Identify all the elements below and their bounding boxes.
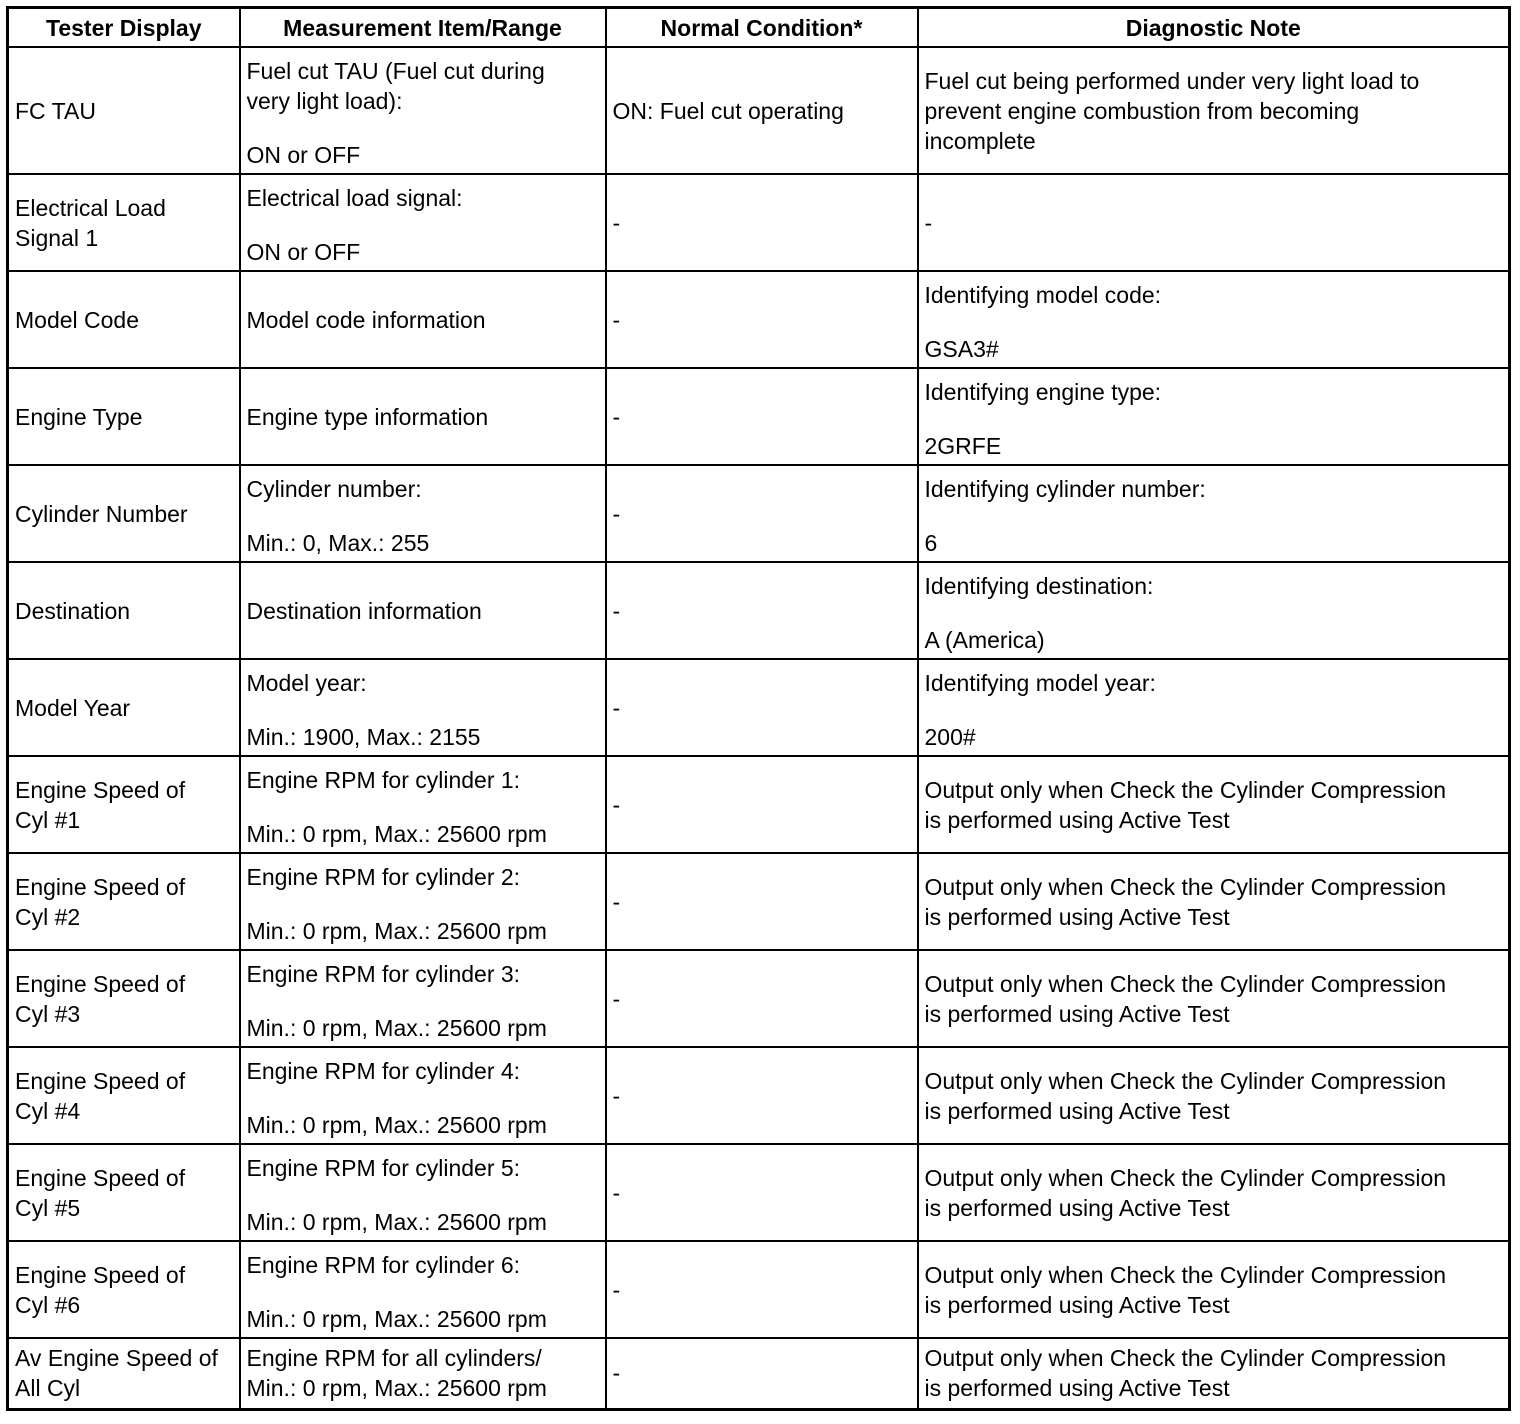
cell-diagnostic-note <box>918 853 1510 950</box>
cell-diagnostic-note <box>918 368 1510 465</box>
cell-line: - <box>924 209 933 236</box>
cell-measurement-item <box>240 271 606 368</box>
cell-tester-display <box>8 465 240 562</box>
cell-normal-condition <box>606 853 918 950</box>
line-gap <box>247 1280 599 1304</box>
table-row <box>8 1338 1510 1409</box>
cell-line: Cylinder number: <box>246 476 422 502</box>
cell-line: Model code information <box>246 306 486 333</box>
line-gap <box>925 407 1503 431</box>
line-gap <box>247 989 599 1013</box>
line-gap <box>247 892 599 916</box>
cell-tester-display <box>8 562 240 659</box>
cell-line: - <box>612 888 621 915</box>
cell-line: - <box>612 694 621 721</box>
cell-line: incomplete <box>924 127 1036 154</box>
cell-line: is performed using Active Test <box>924 1097 1230 1124</box>
line-gap <box>247 698 599 722</box>
cell-line: Engine Speed of <box>15 873 186 900</box>
cell-measurement-item <box>240 659 606 756</box>
cell-line: Cyl #3 <box>15 1000 81 1027</box>
cell-line: Min.: 0 rpm, Max.: 25600 rpm <box>246 1209 547 1235</box>
cell-tester-display <box>8 174 240 271</box>
cell-line: Cyl #5 <box>15 1194 81 1221</box>
cell-line: - <box>612 500 621 527</box>
cell-measurement-item <box>240 1047 606 1144</box>
cell-diagnostic-note <box>918 659 1510 756</box>
table-header <box>8 8 1510 48</box>
cell-measurement-item <box>240 562 606 659</box>
cell-line: Engine Speed of <box>15 1164 186 1191</box>
table-row <box>8 1144 1510 1241</box>
line-gap <box>247 1086 599 1110</box>
header-tester-display: Tester Display <box>8 8 240 48</box>
cell-normal-condition <box>606 271 918 368</box>
cell-line: 2GRFE <box>924 433 1002 459</box>
cell-line: All Cyl <box>15 1375 81 1402</box>
cell-line: - <box>612 1082 621 1109</box>
cell-measurement-item <box>240 853 606 950</box>
table-row <box>8 47 1510 174</box>
cell-normal-condition <box>606 950 918 1047</box>
cell-measurement-item <box>240 950 606 1047</box>
table-row <box>8 562 1510 659</box>
cell-diagnostic-note <box>918 465 1510 562</box>
cell-normal-condition <box>606 1144 918 1241</box>
cell-line: Identifying cylinder number: <box>924 476 1206 502</box>
cell-line: is performed using Active Test <box>924 1000 1230 1027</box>
cell-line: Engine Speed of <box>15 970 186 997</box>
cell-line: Engine type information <box>246 403 489 430</box>
line-gap <box>247 213 599 237</box>
cell-measurement-item <box>240 1144 606 1241</box>
cell-diagnostic-note <box>918 1047 1510 1144</box>
cell-line: Engine Type <box>15 403 143 430</box>
cell-line: Identifying model code: <box>924 282 1162 308</box>
cell-line: Identifying engine type: <box>924 379 1162 405</box>
cell-line: Engine Speed of <box>15 1261 186 1288</box>
cell-line: Min.: 0 rpm, Max.: 25600 rpm <box>246 1112 547 1138</box>
table-row <box>8 756 1510 853</box>
cell-line: ON: Fuel cut operating <box>612 97 844 124</box>
table-row <box>8 465 1510 562</box>
cell-diagnostic-note <box>918 950 1510 1047</box>
cell-line: Engine Speed of <box>15 776 186 803</box>
cell-line: Cyl #4 <box>15 1097 81 1124</box>
cell-line: - <box>612 403 621 430</box>
cell-line: prevent engine combustion from becoming <box>924 97 1360 124</box>
cell-line: is performed using Active Test <box>924 1375 1230 1402</box>
cell-line: Output only when Check the Cylinder Compression <box>924 970 1447 997</box>
table-body <box>8 47 1510 1409</box>
cell-line: Engine RPM for cylinder 3: <box>246 961 521 987</box>
cell-line: is performed using Active Test <box>924 1194 1230 1221</box>
cell-measurement-item <box>240 465 606 562</box>
data-list-table <box>6 6 1511 1411</box>
cell-line: - <box>612 597 621 624</box>
line-gap <box>925 601 1503 625</box>
cell-measurement-item <box>240 1241 606 1338</box>
header-row <box>8 8 1510 48</box>
cell-line: Cylinder Number <box>15 500 188 527</box>
cell-diagnostic-note <box>918 271 1510 368</box>
table-row <box>8 271 1510 368</box>
cell-line: - <box>612 209 621 236</box>
cell-line: is performed using Active Test <box>924 806 1230 833</box>
cell-line: Electrical load signal: <box>246 185 463 211</box>
cell-normal-condition <box>606 1338 918 1409</box>
line-gap <box>925 698 1503 722</box>
cell-line: Fuel cut TAU (Fuel cut during <box>246 58 545 84</box>
cell-measurement-item <box>240 47 606 174</box>
cell-line: Destination <box>15 597 131 624</box>
cell-line: very light load): <box>246 88 403 114</box>
cell-normal-condition <box>606 659 918 756</box>
cell-tester-display <box>8 1047 240 1144</box>
cell-diagnostic-note <box>918 1338 1510 1409</box>
cell-normal-condition <box>606 465 918 562</box>
cell-line: Identifying model year: <box>924 670 1156 696</box>
cell-line: is performed using Active Test <box>924 1291 1230 1318</box>
cell-measurement-item <box>240 1338 606 1409</box>
cell-line: Av Engine Speed of <box>15 1345 218 1372</box>
cell-line: Identifying destination: <box>924 573 1154 599</box>
cell-tester-display <box>8 659 240 756</box>
cell-tester-display <box>8 1338 240 1409</box>
cell-line: - <box>612 1360 621 1387</box>
cell-line: Cyl #1 <box>15 806 81 833</box>
table-row <box>8 1047 1510 1144</box>
cell-normal-condition <box>606 562 918 659</box>
cell-diagnostic-note <box>918 174 1510 271</box>
cell-line: Min.: 0 rpm, Max.: 25600 rpm <box>246 918 547 944</box>
cell-line: Output only when Check the Cylinder Compression <box>924 1164 1447 1191</box>
cell-line: Min.: 0 rpm, Max.: 25600 rpm <box>246 1306 547 1332</box>
cell-line: Output only when Check the Cylinder Compression <box>924 1261 1447 1288</box>
cell-line: A (America) <box>924 627 1045 653</box>
cell-line: Model Year <box>15 694 131 721</box>
cell-measurement-item <box>240 368 606 465</box>
table-row <box>8 950 1510 1047</box>
cell-line: Engine RPM for cylinder 1: <box>246 767 521 793</box>
cell-line: Fuel cut being performed under very light load to <box>924 67 1420 94</box>
cell-line: - <box>612 1179 621 1206</box>
cell-line: Engine RPM for all cylinders/ <box>246 1345 542 1372</box>
cell-normal-condition <box>606 1047 918 1144</box>
cell-line: Signal 1 <box>15 224 99 251</box>
cell-diagnostic-note <box>918 1241 1510 1338</box>
header-normal-condition: Normal Condition* <box>606 8 918 48</box>
cell-tester-display <box>8 853 240 950</box>
cell-line: Output only when Check the Cylinder Compression <box>924 1345 1447 1372</box>
cell-line: Cyl #2 <box>15 903 81 930</box>
cell-measurement-item <box>240 174 606 271</box>
cell-tester-display <box>8 1144 240 1241</box>
cell-line: GSA3# <box>924 336 999 362</box>
cell-line: Engine RPM for cylinder 2: <box>246 864 521 890</box>
line-gap <box>247 1183 599 1207</box>
cell-line: is performed using Active Test <box>924 903 1230 930</box>
cell-diagnostic-note <box>918 756 1510 853</box>
cell-line: - <box>612 306 621 333</box>
cell-line: Min.: 0 rpm, Max.: 25600 rpm <box>246 1375 547 1402</box>
cell-line: Output only when Check the Cylinder Compression <box>924 1067 1447 1094</box>
cell-line: Min.: 0 rpm, Max.: 25600 rpm <box>246 821 547 847</box>
cell-line: Min.: 0, Max.: 255 <box>246 530 430 556</box>
cell-line: - <box>612 791 621 818</box>
cell-diagnostic-note <box>918 562 1510 659</box>
cell-diagnostic-note <box>918 1144 1510 1241</box>
cell-line: Engine Speed of <box>15 1067 186 1094</box>
line-gap <box>925 504 1503 528</box>
header-diagnostic-note: Diagnostic Note <box>918 8 1510 48</box>
cell-normal-condition <box>606 47 918 174</box>
cell-line: Model year: <box>246 670 367 696</box>
cell-normal-condition <box>606 1241 918 1338</box>
line-gap <box>247 795 599 819</box>
line-gap <box>925 310 1503 334</box>
cell-line: Output only when Check the Cylinder Compression <box>924 776 1447 803</box>
cell-measurement-item <box>240 756 606 853</box>
cell-line: Model Code <box>15 306 140 333</box>
cell-tester-display <box>8 368 240 465</box>
cell-line: Electrical Load <box>15 194 166 221</box>
cell-line: - <box>612 985 621 1012</box>
cell-tester-display <box>8 1241 240 1338</box>
table-row <box>8 174 1510 271</box>
header-measurement-item: Measurement Item/Range <box>240 8 606 48</box>
cell-normal-condition <box>606 174 918 271</box>
cell-line: ON or OFF <box>246 142 361 168</box>
table-row <box>8 853 1510 950</box>
cell-line: Engine RPM for cylinder 6: <box>246 1252 521 1278</box>
line-gap <box>247 116 599 140</box>
cell-diagnostic-note <box>918 47 1510 174</box>
table-row <box>8 659 1510 756</box>
cell-line: ON or OFF <box>246 239 361 265</box>
cell-normal-condition <box>606 368 918 465</box>
cell-line: Engine RPM for cylinder 4: <box>246 1058 521 1084</box>
cell-line: Min.: 1900, Max.: 2155 <box>246 724 481 750</box>
line-gap <box>247 504 599 528</box>
cell-line: Min.: 0 rpm, Max.: 25600 rpm <box>246 1015 547 1041</box>
cell-line: - <box>612 1276 621 1303</box>
cell-line: Cyl #6 <box>15 1291 81 1318</box>
cell-tester-display <box>8 756 240 853</box>
table-row <box>8 368 1510 465</box>
cell-normal-condition <box>606 756 918 853</box>
cell-tester-display <box>8 950 240 1047</box>
cell-line: Output only when Check the Cylinder Compression <box>924 873 1447 900</box>
cell-line: 200# <box>924 724 976 750</box>
table-row <box>8 1241 1510 1338</box>
cell-line: Engine RPM for cylinder 5: <box>246 1155 521 1181</box>
cell-line: 6 <box>924 530 938 556</box>
cell-tester-display <box>8 47 240 174</box>
cell-tester-display <box>8 271 240 368</box>
cell-line: FC TAU <box>15 97 96 124</box>
cell-line: Destination information <box>246 597 482 624</box>
